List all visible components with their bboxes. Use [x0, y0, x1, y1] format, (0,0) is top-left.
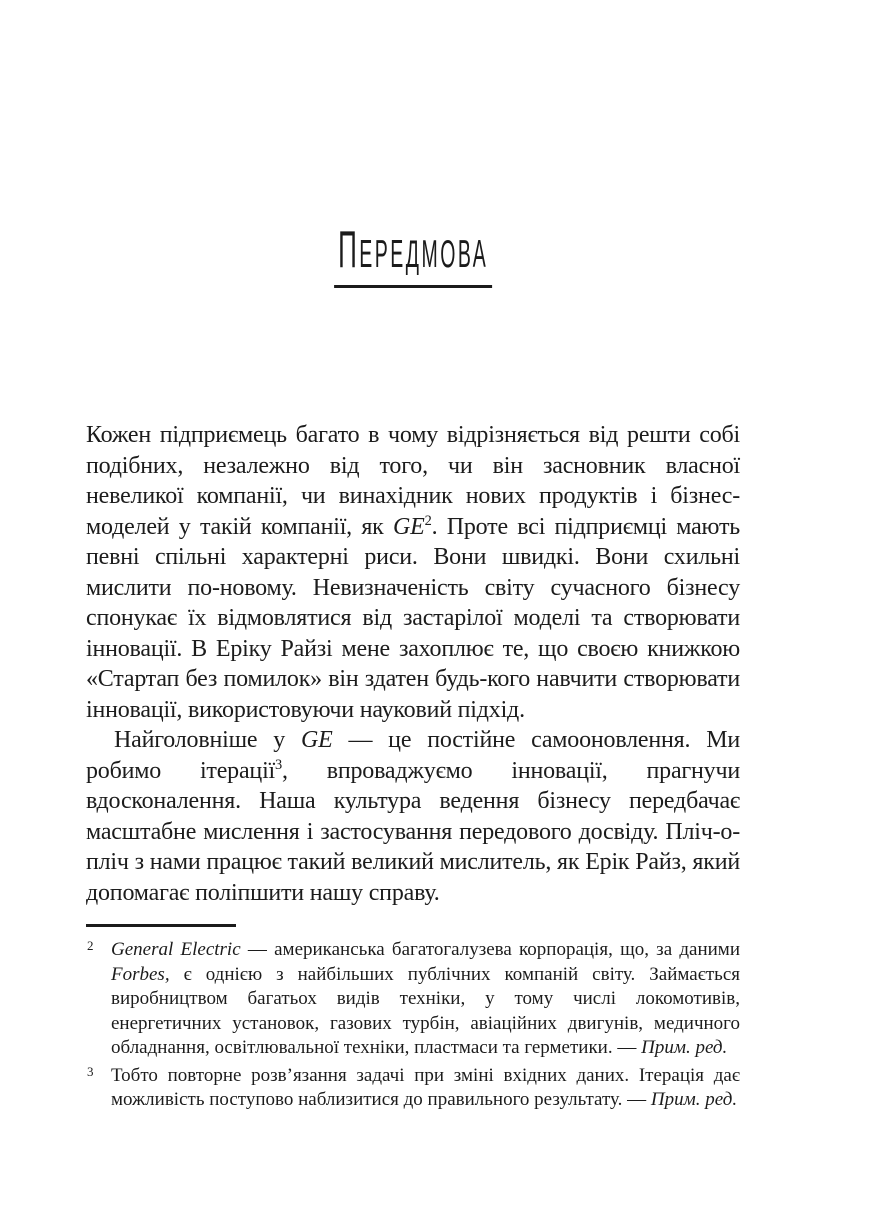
- chapter-title: [86, 221, 740, 288]
- text-run: Кожен підприємець багато в чому відрізняється від решти собі подібних, незалежно від того, чи він засновник власної невеликої компанії, чи винахідник нових продуктів і бізнес-моделей у такій компанії, як: [86, 422, 740, 540]
- text-run-italic: Прим. ред.: [641, 1037, 728, 1058]
- paragraph: [86, 420, 740, 725]
- chapter-title-text: [334, 221, 492, 279]
- footnote: [86, 938, 740, 1061]
- footnote-marker: 3: [87, 1063, 94, 1079]
- chapter-title-rest: ЕРЕДМОВА: [359, 233, 489, 276]
- text-run: Тобто повторне розв’язання задачі при зміні вхідних даних. Ітерація дає можливість поступово наблизитися до правильного результату. —: [111, 1064, 740, 1110]
- text-run-italic: Forbes,: [111, 963, 170, 985]
- paragraph: [86, 725, 740, 908]
- text-run-italic: Прим. ред.: [650, 1089, 738, 1110]
- text-run: Найголовніше у: [114, 727, 301, 753]
- text-run-italic: General Electric: [111, 939, 241, 960]
- text-run: , впроваджуємо інновації, прагнучи вдосконалення. Наша культура ведення бізнесу передбачає масштабне мислення і застосування передового досвіду. Пліч-о-пліч з нами працює такий великий мислитель, як Ерік Райз, який допомагає поліпшити нашу справу.: [86, 757, 740, 906]
- text-run: — американська багатогалузева корпорація, що, за даними: [240, 939, 740, 960]
- text-run: є однією з найбільших публічних компаній світу. Займається виробництвом багатьох видів техніки, у тому числі локомотивів, енергетичних установок, газових турбін, авіаційних двигунів, медичного обладнання, освітлювальної техніки, пластмаси та герметики. —: [111, 963, 740, 1058]
- chapter-title-first-letter: П: [337, 221, 360, 279]
- chapter-title-underline: [334, 285, 492, 288]
- body-text: [86, 420, 740, 908]
- footnote: [86, 1064, 740, 1113]
- text-run-italic: GE: [300, 727, 333, 753]
- footnote-reference: 3: [275, 756, 283, 773]
- page-content: [86, 0, 740, 1116]
- chapter-title-inner: [334, 221, 492, 288]
- text-run: . Проте всі підприємці мають певні спільні характерні риси. Вони швидкі. Вони схильні мислити по-новому. Невизначеність світу сучасного бізнесу спонукає їх відмовлятися від застарілої моделі та створювати інновації. В Еріку Райзі мене захоплює те, що своєю книжкою «Стартап без помилок» він здатен будь-кого навчити створювати інновації, використовуючи науковий підхід.: [86, 513, 741, 723]
- footnote-separator-rule: [86, 924, 236, 927]
- footnote-reference: 2: [424, 512, 432, 529]
- text-run-italic: GE: [392, 513, 425, 540]
- footnotes-section: [86, 924, 740, 1113]
- text-run: — це постійне самооновлення. Ми робимо ітерації: [86, 727, 740, 784]
- footnote-marker: 2: [87, 938, 94, 953]
